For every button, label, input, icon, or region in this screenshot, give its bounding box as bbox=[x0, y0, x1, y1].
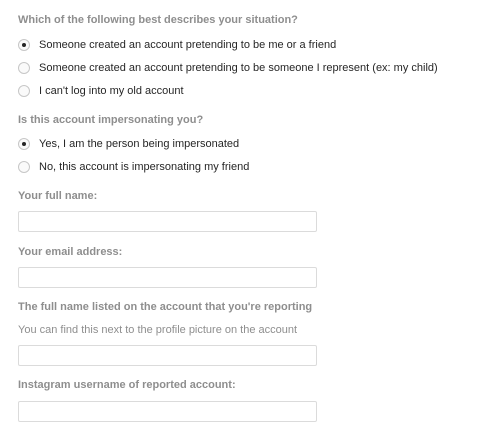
radio-button[interactable] bbox=[18, 161, 30, 173]
impersonating-option-label: No, this account is impersonating my friend bbox=[39, 161, 250, 173]
impersonating-question: Is this account impersonating you? bbox=[18, 114, 204, 126]
impersonating-option-no[interactable] bbox=[18, 161, 249, 173]
full-name-input[interactable] bbox=[18, 211, 317, 232]
radio-button[interactable] bbox=[18, 85, 30, 97]
email-input[interactable] bbox=[18, 267, 317, 288]
reported-full-name-help: You can find this next to the profile picture on the account bbox=[18, 324, 298, 336]
radio-button[interactable] bbox=[18, 62, 30, 74]
situation-option-me-or-friend[interactable] bbox=[18, 39, 336, 51]
reported-full-name-label: The full name listed on the account that you're reporting bbox=[18, 301, 313, 313]
impersonating-option-label: Yes, I am the person being impersonated bbox=[39, 138, 240, 150]
full-name-label: Your full name: bbox=[18, 190, 98, 202]
reported-username-label: Instagram username of reported account: bbox=[18, 379, 236, 391]
situation-question: Which of the following best describes your situation? bbox=[18, 14, 298, 26]
reported-username-input[interactable] bbox=[18, 401, 317, 422]
situation-option-label: Someone created an account pretending to be someone I represent (ex: my child) bbox=[39, 62, 438, 74]
situation-option-someone-i-represent[interactable] bbox=[18, 62, 438, 74]
situation-option-cant-log-in[interactable] bbox=[18, 85, 184, 97]
radio-button-checked[interactable] bbox=[18, 138, 30, 150]
reported-full-name-input[interactable] bbox=[18, 345, 317, 366]
situation-option-label: Someone created an account pretending to be me or a friend bbox=[39, 39, 337, 51]
email-label: Your email address: bbox=[18, 246, 123, 258]
radio-button-checked[interactable] bbox=[18, 39, 30, 51]
impersonating-option-yes[interactable] bbox=[18, 138, 239, 150]
situation-option-label: I can't log into my old account bbox=[39, 85, 184, 97]
